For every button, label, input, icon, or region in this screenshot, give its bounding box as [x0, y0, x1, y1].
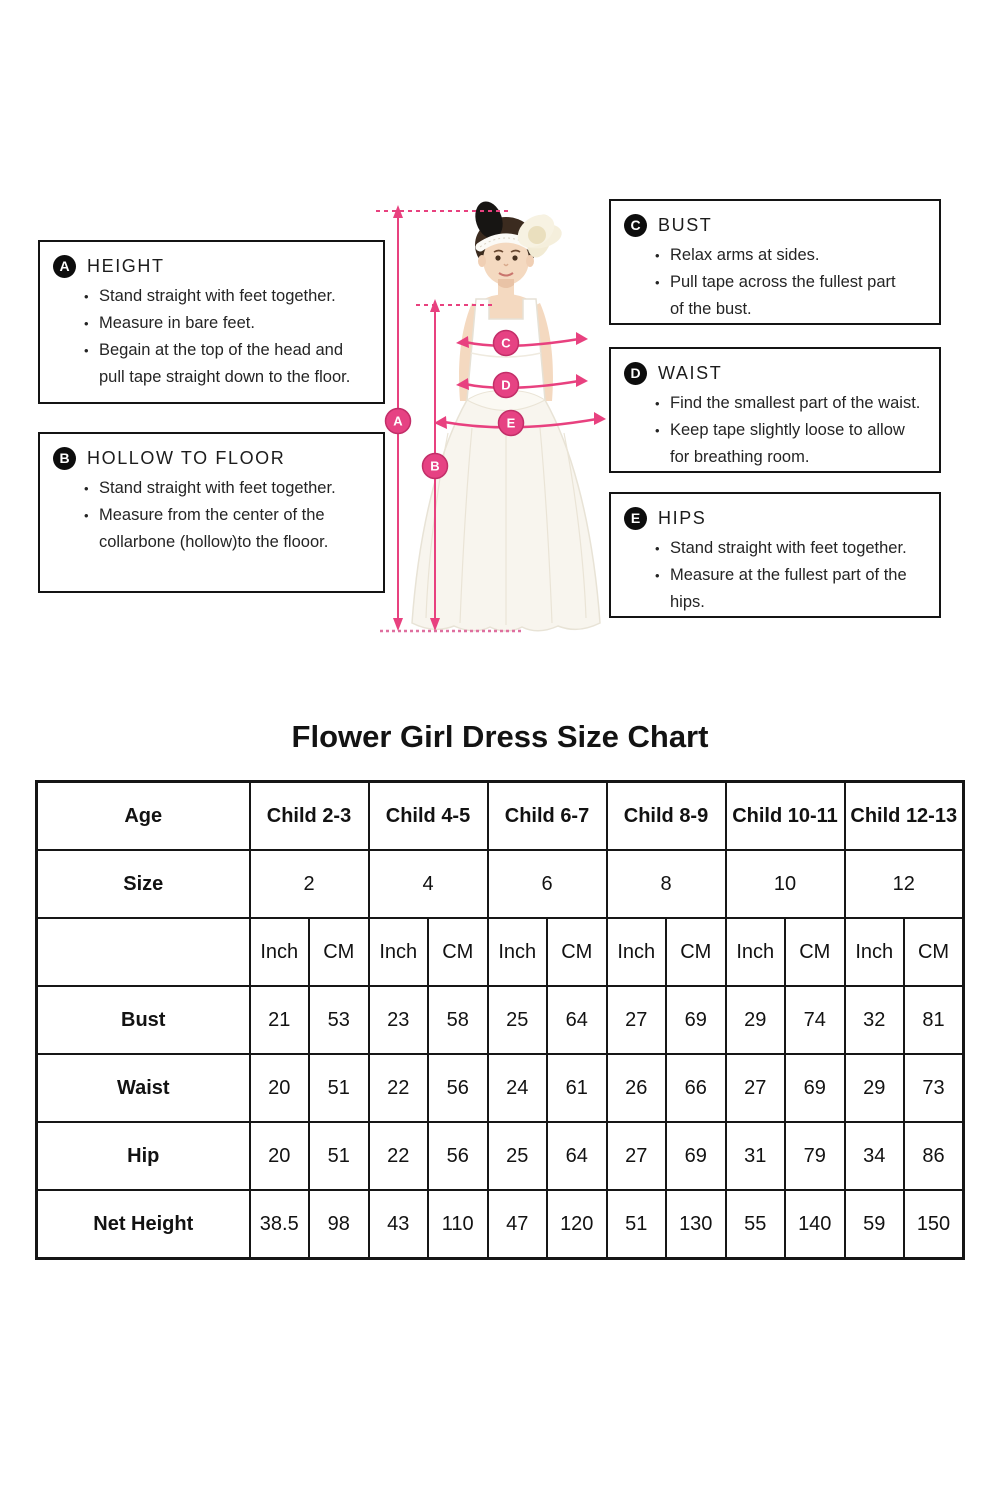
bullet-item [83, 283, 373, 310]
instruction-line: Measure in bare feet. [99, 314, 255, 332]
bullet-icon: • [655, 423, 660, 438]
table-row-waist [37, 1054, 964, 1122]
column-header: Child 8-9 [607, 782, 726, 851]
table-cell: 24 [488, 1054, 548, 1122]
row-label: Hip [37, 1122, 250, 1190]
table-cell: 27 [607, 1122, 667, 1190]
marker-b-label: B [430, 458, 440, 474]
instruction-line: Measure at the fullest part of the [670, 566, 907, 584]
table-cell: 64 [547, 1122, 607, 1190]
table-cell: 10 [726, 850, 845, 918]
table-cell: 22 [369, 1054, 429, 1122]
unit-header: Inch [607, 918, 667, 986]
page-title: Flower Girl Dress Size Chart [291, 719, 709, 754]
bullet-icon: • [84, 343, 89, 358]
row-label: Age [37, 782, 250, 851]
row-label-empty [37, 918, 250, 986]
bullet-icon: • [655, 396, 660, 411]
table-cell: 22 [369, 1122, 429, 1190]
marker-e-label: E [506, 415, 516, 431]
table-cell: 43 [369, 1190, 429, 1259]
table-row-net-height [37, 1190, 964, 1259]
column-header: Child 6-7 [488, 782, 607, 851]
unit-header: CM [785, 918, 845, 986]
instruction-box-bust [609, 199, 941, 325]
marker-d [494, 373, 519, 398]
table-cell: 20 [250, 1122, 310, 1190]
instruction-line: Pull tape across the fullest part [670, 273, 896, 291]
table-cell: 2 [250, 850, 369, 918]
unit-header: Inch [250, 918, 310, 986]
table-cell: 64 [547, 986, 607, 1054]
size-table [35, 780, 965, 1260]
table-cell: 53 [309, 986, 369, 1054]
instruction-header [624, 214, 929, 237]
instruction-box-height [38, 240, 385, 404]
marker-c-label: C [501, 335, 511, 351]
marker-c [494, 331, 519, 356]
instruction-line: Begain at the top of the head and [99, 341, 344, 359]
table-cell: 130 [666, 1190, 726, 1259]
table-row-hip [37, 1122, 964, 1190]
table-cell: 38.5 [250, 1190, 310, 1259]
table-cell: 58 [428, 986, 488, 1054]
size-table-wrapper [35, 780, 965, 1260]
instruction-line: Stand straight with feet together. [99, 479, 336, 497]
letter-b-badge-icon: B [53, 447, 76, 470]
table-cell: 25 [488, 986, 548, 1054]
bullet-icon: • [84, 316, 89, 331]
table-cell: 61 [547, 1054, 607, 1122]
bullet-item [654, 269, 929, 323]
table-cell: 8 [607, 850, 726, 918]
table-cell: 140 [785, 1190, 845, 1259]
unit-header: CM [666, 918, 726, 986]
instruction-bullets [624, 242, 929, 323]
table-cell: 34 [845, 1122, 905, 1190]
table-cell: 27 [726, 1054, 786, 1122]
table-cell: 110 [428, 1190, 488, 1259]
instruction-line: Stand straight with feet together. [99, 287, 336, 305]
table-cell: 26 [607, 1054, 667, 1122]
unit-header: Inch [488, 918, 548, 986]
instruction-line: Find the smallest part of the waist. [670, 394, 921, 412]
unit-header: CM [309, 918, 369, 986]
instruction-header [53, 447, 373, 470]
instruction-title: HIPS [658, 508, 707, 528]
column-header: Child 12-13 [845, 782, 964, 851]
table-cell: 56 [428, 1054, 488, 1122]
table-cell: 23 [369, 986, 429, 1054]
table-cell: 74 [785, 986, 845, 1054]
table-row-age [37, 782, 964, 851]
letter-c-badge-icon: C [624, 214, 647, 237]
table-cell: 81 [904, 986, 964, 1054]
instruction-line: of the bust. [670, 300, 752, 318]
table-row-size [37, 850, 964, 918]
table-cell: 21 [250, 986, 310, 1054]
table-cell: 51 [309, 1054, 369, 1122]
table-cell: 25 [488, 1122, 548, 1190]
table-cell: 86 [904, 1122, 964, 1190]
table-cell: 55 [726, 1190, 786, 1259]
instruction-line: pull tape straight down to the floor. [99, 368, 351, 386]
table-cell: 47 [488, 1190, 548, 1259]
instruction-line: Measure from the center of the [99, 506, 325, 524]
instruction-box-waist [609, 347, 941, 473]
bullet-item [83, 502, 373, 556]
bullet-icon: • [84, 481, 89, 496]
unit-header: Inch [369, 918, 429, 986]
column-header: Child 10-11 [726, 782, 845, 851]
table-cell: 51 [607, 1190, 667, 1259]
unit-header: Inch [845, 918, 905, 986]
bullet-item [654, 417, 929, 471]
instruction-title: WAIST [658, 363, 723, 383]
table-cell: 51 [309, 1122, 369, 1190]
table-cell: 29 [726, 986, 786, 1054]
letter-d-badge-icon: D [624, 362, 647, 385]
instruction-bullets [53, 475, 373, 556]
column-header: Child 2-3 [250, 782, 369, 851]
instruction-header [53, 255, 373, 278]
unit-header: Inch [726, 918, 786, 986]
table-cell: 20 [250, 1054, 310, 1122]
instruction-line: for breathing room. [670, 448, 810, 466]
table-cell: 59 [845, 1190, 905, 1259]
instruction-bullets [53, 283, 373, 391]
letter-a-badge-icon: A [53, 255, 76, 278]
instruction-line: hips. [670, 593, 705, 611]
bullet-item [83, 337, 373, 391]
instruction-header [624, 362, 929, 385]
bullet-icon: • [655, 568, 660, 583]
marker-a-label: A [393, 413, 403, 429]
bullet-icon: • [84, 289, 89, 304]
marker-e [499, 411, 524, 436]
bullet-icon: • [655, 541, 660, 556]
row-label: Net Height [37, 1190, 250, 1259]
bullet-item [83, 310, 373, 337]
table-cell: 69 [666, 986, 726, 1054]
bullet-icon: • [655, 275, 660, 290]
marker-b [423, 454, 448, 479]
table-cell: 32 [845, 986, 905, 1054]
instruction-box-hips [609, 492, 941, 618]
table-cell: 6 [488, 850, 607, 918]
unit-header: CM [547, 918, 607, 986]
instruction-line: Keep tape slightly loose to allow [670, 421, 905, 439]
table-row-bust [37, 986, 964, 1054]
instruction-title: BUST [658, 215, 713, 235]
instruction-bullets [624, 535, 929, 616]
instruction-line: collarbone (hollow)to the flooor. [99, 533, 329, 551]
bullet-icon: • [655, 248, 660, 263]
table-cell: 150 [904, 1190, 964, 1259]
instruction-title: HOLLOW TO FLOOR [87, 448, 286, 468]
table-cell: 98 [309, 1190, 369, 1259]
table-cell: 27 [607, 986, 667, 1054]
table-cell: 73 [904, 1054, 964, 1122]
row-label: Waist [37, 1054, 250, 1122]
instruction-line: Relax arms at sides. [670, 246, 820, 264]
bullet-item [654, 535, 929, 562]
table-cell: 29 [845, 1054, 905, 1122]
bullet-item [654, 390, 929, 417]
instruction-box-hollow-to-floor [38, 432, 385, 593]
unit-header: CM [904, 918, 964, 986]
letter-e-badge-icon: E [624, 507, 647, 530]
table-cell: 56 [428, 1122, 488, 1190]
unit-header: CM [428, 918, 488, 986]
instruction-bullets [624, 390, 929, 471]
table-cell: 12 [845, 850, 964, 918]
table-cell: 120 [547, 1190, 607, 1259]
table-cell: 79 [785, 1122, 845, 1190]
marker-d-label: D [501, 377, 511, 393]
table-cell: 4 [369, 850, 488, 918]
marker-a [386, 409, 411, 434]
row-label: Bust [37, 986, 250, 1054]
bullet-item [654, 562, 929, 616]
bullet-icon: • [84, 508, 89, 523]
row-label: Size [37, 850, 250, 918]
instruction-line: Stand straight with feet together. [670, 539, 907, 557]
table-cell: 31 [726, 1122, 786, 1190]
table-row-units [37, 918, 964, 986]
instruction-header [624, 507, 929, 530]
column-header: Child 4-5 [369, 782, 488, 851]
bullet-item [83, 475, 373, 502]
measurement-figure [368, 193, 636, 655]
bullet-item [654, 242, 929, 269]
instruction-title: HEIGHT [87, 256, 165, 276]
table-cell: 69 [785, 1054, 845, 1122]
table-cell: 69 [666, 1122, 726, 1190]
table-cell: 66 [666, 1054, 726, 1122]
